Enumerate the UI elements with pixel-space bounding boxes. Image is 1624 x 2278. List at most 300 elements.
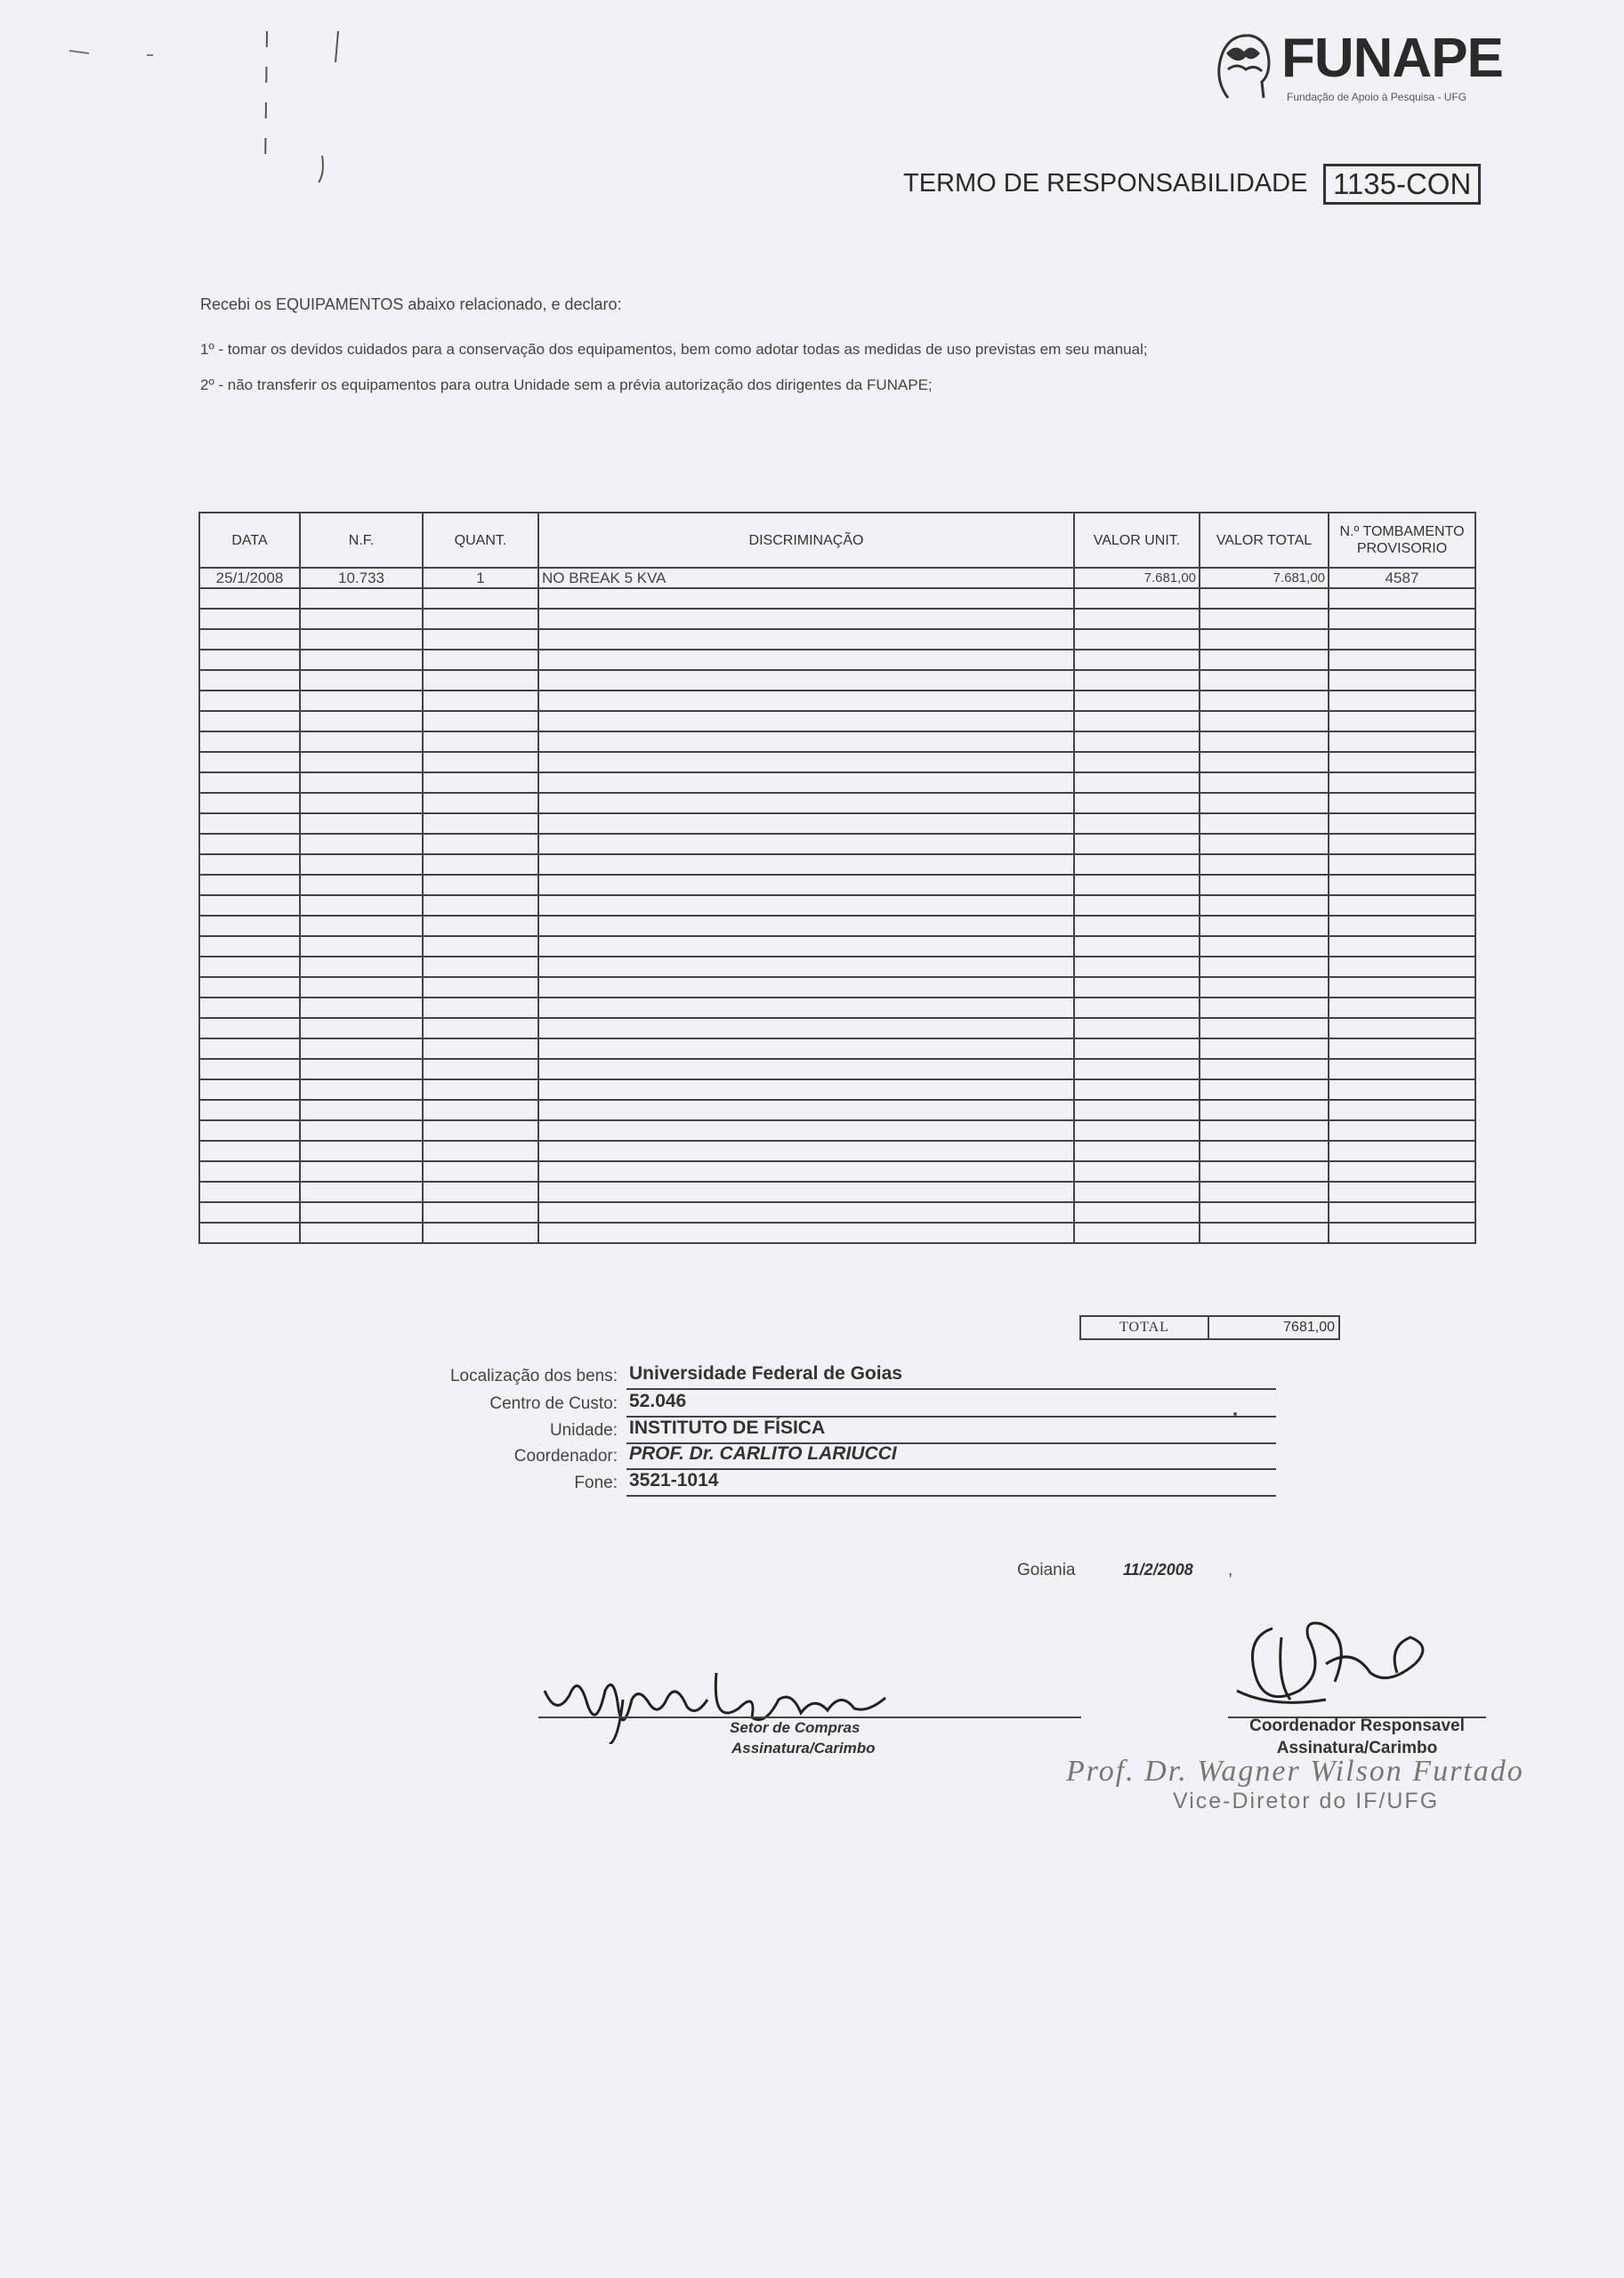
cell-valor-total — [1200, 1223, 1329, 1243]
cell-tombamento — [1329, 834, 1475, 854]
cell-valor-unit — [1074, 936, 1200, 957]
cell-nf — [300, 1161, 423, 1182]
cell-data — [199, 711, 300, 731]
cell-quant — [423, 609, 538, 629]
document-title: TERMO DE RESPONSABILIDADE — [903, 169, 1308, 198]
cell-valor-total — [1200, 711, 1329, 731]
cell-tombamento — [1329, 813, 1475, 834]
cell-tombamento — [1329, 854, 1475, 875]
logo-name: FUNAPE — [1281, 28, 1503, 89]
cell-discriminacao — [538, 875, 1074, 895]
cell-quant — [423, 1079, 538, 1100]
cell-nf — [300, 588, 423, 609]
table-row — [199, 1079, 1475, 1100]
cell-nf — [300, 1079, 423, 1100]
cell-data — [199, 752, 300, 772]
funape-logo — [1210, 27, 1503, 111]
cell-nf — [300, 834, 423, 854]
cell-nf — [300, 916, 423, 936]
table-row — [199, 752, 1475, 772]
cell-quant — [423, 916, 538, 936]
cell-nf — [300, 1223, 423, 1243]
cell-valor-unit — [1074, 1120, 1200, 1141]
cell-discriminacao — [538, 1223, 1074, 1243]
cell-nf — [300, 752, 423, 772]
cell-valor-total — [1200, 834, 1329, 854]
stamp-role: Vice-Diretor do IF/UFG — [1173, 1789, 1440, 1814]
cell-valor-total — [1200, 916, 1329, 936]
cell-valor-unit — [1074, 1141, 1200, 1161]
cell-tombamento — [1329, 1202, 1475, 1223]
cell-discriminacao — [538, 916, 1074, 936]
cell-data — [199, 936, 300, 957]
cell-valor-total — [1200, 650, 1329, 670]
info-localizacao-value: Universidade Federal de Goias — [629, 1363, 902, 1384]
cell-discriminacao — [538, 1038, 1074, 1059]
info-underline — [626, 1495, 1276, 1497]
cell-nf — [300, 711, 423, 731]
header-tombamento — [1329, 513, 1475, 568]
cell-data — [199, 691, 300, 711]
cell-data — [199, 793, 300, 813]
cell-discriminacao — [538, 1202, 1074, 1223]
cell-valor-unit — [1074, 998, 1200, 1018]
table-row — [199, 629, 1475, 650]
cell-nf — [300, 1202, 423, 1223]
cell-tombamento — [1329, 875, 1475, 895]
info-unidade-label: Unidade: — [549, 1421, 618, 1440]
cell-nf: 10.733 — [300, 568, 423, 588]
cell-tombamento — [1329, 1100, 1475, 1120]
cell-valor-unit — [1074, 629, 1200, 650]
cell-discriminacao — [538, 1100, 1074, 1120]
cell-quant — [423, 895, 538, 916]
place-city: Goiania — [1017, 1561, 1076, 1579]
cell-quant — [423, 1223, 538, 1243]
cell-data — [199, 1202, 300, 1223]
cell-data — [199, 588, 300, 609]
signature-left-caption-1: Setor de Compras — [730, 1719, 860, 1736]
cell-valor-total — [1200, 609, 1329, 629]
cell-nf — [300, 670, 423, 691]
cell-valor-unit — [1074, 854, 1200, 875]
info-fone — [196, 1470, 1086, 1497]
cell-quant — [423, 588, 538, 609]
cell-data — [199, 957, 300, 977]
info-localizacao-label: Localização dos bens: — [449, 1367, 618, 1385]
cell-valor-unit — [1074, 1100, 1200, 1120]
cell-discriminacao — [538, 1018, 1074, 1038]
cell-valor-total — [1200, 691, 1329, 711]
cell-data — [199, 1018, 300, 1038]
cell-data — [199, 1079, 300, 1100]
cell-quant — [423, 1182, 538, 1202]
cell-data — [199, 875, 300, 895]
table-row — [199, 731, 1475, 752]
table-row — [199, 813, 1475, 834]
cell-discriminacao — [538, 1161, 1074, 1182]
place-date: 11/2/2008 — [1123, 1561, 1193, 1579]
cell-nf — [300, 875, 423, 895]
cell-quant — [423, 711, 538, 731]
table-row — [199, 670, 1475, 691]
table-row — [199, 691, 1475, 711]
cell-valor-total — [1200, 895, 1329, 916]
table-row — [199, 834, 1475, 854]
cell-valor-total — [1200, 588, 1329, 609]
cell-tombamento — [1329, 1223, 1475, 1243]
cell-quant — [423, 936, 538, 957]
cell-discriminacao — [538, 650, 1074, 670]
info-unidade — [196, 1418, 1086, 1444]
cell-quant — [423, 977, 538, 998]
info-centro-custo-value: 52.046 — [629, 1391, 687, 1411]
cell-valor-unit — [1074, 1223, 1200, 1243]
cell-nf — [300, 1018, 423, 1038]
cell-discriminacao — [538, 1182, 1074, 1202]
cell-valor-unit — [1074, 1038, 1200, 1059]
cell-valor-unit — [1074, 650, 1200, 670]
cell-tombamento — [1329, 1182, 1475, 1202]
cell-valor-total — [1200, 629, 1329, 650]
cell-tombamento — [1329, 895, 1475, 916]
cell-nf — [300, 1120, 423, 1141]
cell-valor-unit — [1074, 957, 1200, 977]
cell-data — [199, 1182, 300, 1202]
table-row — [199, 875, 1475, 895]
total-box — [1079, 1315, 1340, 1340]
table-header-row — [199, 513, 1475, 568]
cell-valor-total — [1200, 998, 1329, 1018]
cell-tombamento — [1329, 772, 1475, 793]
cell-nf — [300, 895, 423, 916]
cell-tombamento — [1329, 1079, 1475, 1100]
equipment-table — [198, 512, 1476, 1244]
cell-quant — [423, 875, 538, 895]
cell-nf — [300, 793, 423, 813]
cell-discriminacao — [538, 629, 1074, 650]
cell-data — [199, 1038, 300, 1059]
info-coordenador — [196, 1443, 1086, 1470]
document-code: 1135-CON — [1323, 164, 1481, 205]
table-row — [199, 895, 1475, 916]
cell-discriminacao — [538, 834, 1074, 854]
cell-data — [199, 629, 300, 650]
cell-tombamento — [1329, 691, 1475, 711]
cell-discriminacao — [538, 752, 1074, 772]
cell-quant — [423, 650, 538, 670]
cell-valor-unit — [1074, 793, 1200, 813]
table-row — [199, 998, 1475, 1018]
cell-discriminacao — [538, 670, 1074, 691]
table-row — [199, 1223, 1475, 1243]
header-valor-unit: VALOR UNIT. — [1074, 513, 1200, 568]
cell-valor-unit — [1074, 1018, 1200, 1038]
coordinator-signature — [1219, 1611, 1450, 1726]
cell-quant — [423, 793, 538, 813]
table-row — [199, 650, 1475, 670]
table-row — [199, 1120, 1475, 1141]
cell-tombamento — [1329, 629, 1475, 650]
info-coordenador-label: Coordenador: — [513, 1447, 618, 1466]
cell-tombamento — [1329, 609, 1475, 629]
cell-valor-total — [1200, 1100, 1329, 1120]
cell-valor-unit — [1074, 977, 1200, 998]
cell-quant — [423, 1018, 538, 1038]
cell-valor-unit — [1074, 875, 1200, 895]
declaration-clause-2: 2º - não transferir os equipamentos para outra Unidade sem a prévia autorização dos dirigentes da FUNAPE; — [200, 376, 933, 393]
cell-valor-total — [1200, 1202, 1329, 1223]
table-row — [199, 1100, 1475, 1120]
table-row — [199, 916, 1475, 936]
table-row — [199, 1038, 1475, 1059]
cell-discriminacao — [538, 731, 1074, 752]
cell-valor-total — [1200, 1120, 1329, 1141]
table-row — [199, 793, 1475, 813]
cell-nf — [300, 1100, 423, 1120]
cell-data — [199, 670, 300, 691]
cell-discriminacao — [538, 772, 1074, 793]
table-body — [199, 568, 1475, 1243]
info-centro-custo — [196, 1391, 1086, 1418]
cell-discriminacao: NO BREAK 5 KVA — [538, 568, 1074, 588]
cell-data — [199, 813, 300, 834]
header-discriminacao: DISCRIMINAÇÃO — [538, 513, 1074, 568]
cell-nf — [300, 1182, 423, 1202]
cell-nf — [300, 813, 423, 834]
cell-valor-unit — [1074, 1059, 1200, 1079]
cell-valor-unit — [1074, 772, 1200, 793]
info-fone-label: Fone: — [574, 1474, 618, 1492]
table-row — [199, 609, 1475, 629]
cell-discriminacao — [538, 936, 1074, 957]
cell-data — [199, 854, 300, 875]
table-row — [199, 936, 1475, 957]
head-logo-icon — [1210, 27, 1273, 111]
cell-valor-total — [1200, 1059, 1329, 1079]
cell-tombamento — [1329, 1018, 1475, 1038]
signature-right-caption-1: Coordenador Responsavel — [1249, 1717, 1465, 1735]
cell-valor-total — [1200, 854, 1329, 875]
table-row — [199, 1018, 1475, 1038]
cell-data — [199, 977, 300, 998]
logo-subtitle: Fundação de Apoio à Pesquisa - UFG — [1287, 91, 1467, 103]
cell-data — [199, 609, 300, 629]
cell-discriminacao — [538, 977, 1074, 998]
cell-valor-unit — [1074, 1161, 1200, 1182]
cell-valor-unit — [1074, 731, 1200, 752]
table-row — [199, 1059, 1475, 1079]
info-localizacao — [196, 1363, 1086, 1390]
cell-discriminacao — [538, 1079, 1074, 1100]
cell-valor-unit — [1074, 1079, 1200, 1100]
cell-valor-unit — [1074, 670, 1200, 691]
table-row — [199, 568, 1475, 588]
cell-nf — [300, 629, 423, 650]
total-value: 7681,00 — [1208, 1316, 1339, 1339]
cell-valor-unit — [1074, 1202, 1200, 1223]
cell-valor-total — [1200, 1079, 1329, 1100]
cell-valor-unit — [1074, 588, 1200, 609]
cell-valor-total — [1200, 977, 1329, 998]
cell-tombamento — [1329, 936, 1475, 957]
cell-valor-total — [1200, 793, 1329, 813]
cell-data — [199, 1100, 300, 1120]
cell-nf — [300, 977, 423, 998]
cell-tombamento — [1329, 650, 1475, 670]
cell-data — [199, 834, 300, 854]
cell-valor-total — [1200, 1141, 1329, 1161]
header-tombamento-line-1: N.º TOMBAMENTO — [1339, 524, 1465, 539]
table-row — [199, 1182, 1475, 1202]
cell-nf — [300, 998, 423, 1018]
cell-valor-unit: 7.681,00 — [1074, 568, 1200, 588]
info-unidade-value: INSTITUTO DE FÍSICA — [629, 1418, 826, 1438]
cell-data — [199, 731, 300, 752]
header-nf: N.F. — [300, 513, 423, 568]
cell-nf — [300, 772, 423, 793]
cell-tombamento — [1329, 977, 1475, 998]
cell-valor-total — [1200, 936, 1329, 957]
cell-valor-total — [1200, 1038, 1329, 1059]
header-quant: QUANT. — [423, 513, 538, 568]
cell-tombamento — [1329, 1161, 1475, 1182]
cell-discriminacao — [538, 711, 1074, 731]
cell-tombamento — [1329, 1120, 1475, 1141]
cell-valor-total — [1200, 731, 1329, 752]
cell-nf — [300, 936, 423, 957]
cell-tombamento — [1329, 731, 1475, 752]
cell-nf — [300, 609, 423, 629]
cell-quant — [423, 1141, 538, 1161]
cell-discriminacao — [538, 691, 1074, 711]
cell-data — [199, 1141, 300, 1161]
cell-quant — [423, 752, 538, 772]
declaration-intro: Recebi os EQUIPAMENTOS abaixo relacionado, e declaro: — [200, 295, 622, 313]
cell-nf — [300, 650, 423, 670]
cell-valor-unit — [1074, 609, 1200, 629]
cell-discriminacao — [538, 998, 1074, 1018]
cell-valor-unit — [1074, 1182, 1200, 1202]
cell-nf — [300, 1038, 423, 1059]
cell-valor-unit — [1074, 711, 1200, 731]
table-row — [199, 1202, 1475, 1223]
cell-tombamento — [1329, 752, 1475, 772]
cell-valor-unit — [1074, 813, 1200, 834]
cell-data — [199, 916, 300, 936]
header-valor-total: VALOR TOTAL — [1200, 513, 1329, 568]
cell-quant — [423, 1038, 538, 1059]
cell-quant — [423, 1120, 538, 1141]
cell-valor-total — [1200, 752, 1329, 772]
cell-tombamento — [1329, 1038, 1475, 1059]
cell-valor-unit — [1074, 752, 1200, 772]
info-coordenador-value: PROF. Dr. CARLITO LARIUCCI — [629, 1443, 897, 1464]
cell-discriminacao — [538, 609, 1074, 629]
cell-quant — [423, 998, 538, 1018]
table-row — [199, 1141, 1475, 1161]
cell-discriminacao — [538, 854, 1074, 875]
cell-valor-total — [1200, 670, 1329, 691]
cell-quant — [423, 1059, 538, 1079]
signature-left-caption-2: Assinatura/Carimbo — [731, 1740, 876, 1757]
declaration-clause-1: 1º - tomar os devidos cuidados para a conservação dos equipamentos, bem como adotar todas as medidas de uso previstas em seu manual; — [200, 341, 1148, 358]
place-date-suffix: , — [1228, 1561, 1233, 1579]
cell-nf — [300, 854, 423, 875]
cell-tombamento — [1329, 588, 1475, 609]
cell-discriminacao — [538, 793, 1074, 813]
table-row — [199, 588, 1475, 609]
cell-data — [199, 650, 300, 670]
cell-quant — [423, 772, 538, 793]
total-label: TOTAL — [1080, 1316, 1208, 1339]
cell-tombamento — [1329, 793, 1475, 813]
cell-valor-total: 7.681,00 — [1200, 568, 1329, 588]
signature-right-caption-2: Assinatura/Carimbo — [1276, 1739, 1438, 1757]
cell-tombamento — [1329, 1059, 1475, 1079]
signature-line-left — [538, 1717, 1081, 1718]
cell-valor-total — [1200, 813, 1329, 834]
table-row — [199, 854, 1475, 875]
cell-quant — [423, 629, 538, 650]
cell-tombamento — [1329, 916, 1475, 936]
cell-nf — [300, 957, 423, 977]
table-row — [199, 977, 1475, 998]
cell-valor-unit — [1074, 834, 1200, 854]
info-underline — [626, 1388, 1276, 1390]
info-centro-custo-label: Centro de Custo: — [489, 1394, 618, 1413]
cell-discriminacao — [538, 588, 1074, 609]
cell-valor-total — [1200, 1018, 1329, 1038]
cell-discriminacao — [538, 1120, 1074, 1141]
table-row — [199, 1161, 1475, 1182]
cell-valor-unit — [1074, 895, 1200, 916]
cell-tombamento: 4587 — [1329, 568, 1475, 588]
cell-discriminacao — [538, 1059, 1074, 1079]
cell-data — [199, 1223, 300, 1243]
cell-tombamento — [1329, 957, 1475, 977]
cell-tombamento — [1329, 670, 1475, 691]
cell-data — [199, 1161, 300, 1182]
cell-quant — [423, 834, 538, 854]
cell-tombamento — [1329, 711, 1475, 731]
cell-valor-total — [1200, 1182, 1329, 1202]
table-row — [199, 957, 1475, 977]
header-data: DATA — [199, 513, 300, 568]
cell-valor-total — [1200, 1161, 1329, 1182]
cell-tombamento — [1329, 1141, 1475, 1161]
cell-discriminacao — [538, 813, 1074, 834]
cell-data: 25/1/2008 — [199, 568, 300, 588]
cell-quant — [423, 1100, 538, 1120]
cell-data — [199, 895, 300, 916]
table-row — [199, 772, 1475, 793]
cell-valor-total — [1200, 875, 1329, 895]
cell-valor-total — [1200, 772, 1329, 793]
cell-quant — [423, 1161, 538, 1182]
cell-nf — [300, 731, 423, 752]
info-fone-value: 3521-1014 — [629, 1470, 719, 1490]
cell-tombamento — [1329, 998, 1475, 1018]
cell-quant — [423, 957, 538, 977]
cell-nf — [300, 1059, 423, 1079]
cell-quant — [423, 691, 538, 711]
cell-quant: 1 — [423, 568, 538, 588]
cell-quant — [423, 1202, 538, 1223]
header-tombamento-line-2: PROVISORIO — [1356, 541, 1448, 556]
cell-data — [199, 772, 300, 793]
cell-nf — [300, 691, 423, 711]
